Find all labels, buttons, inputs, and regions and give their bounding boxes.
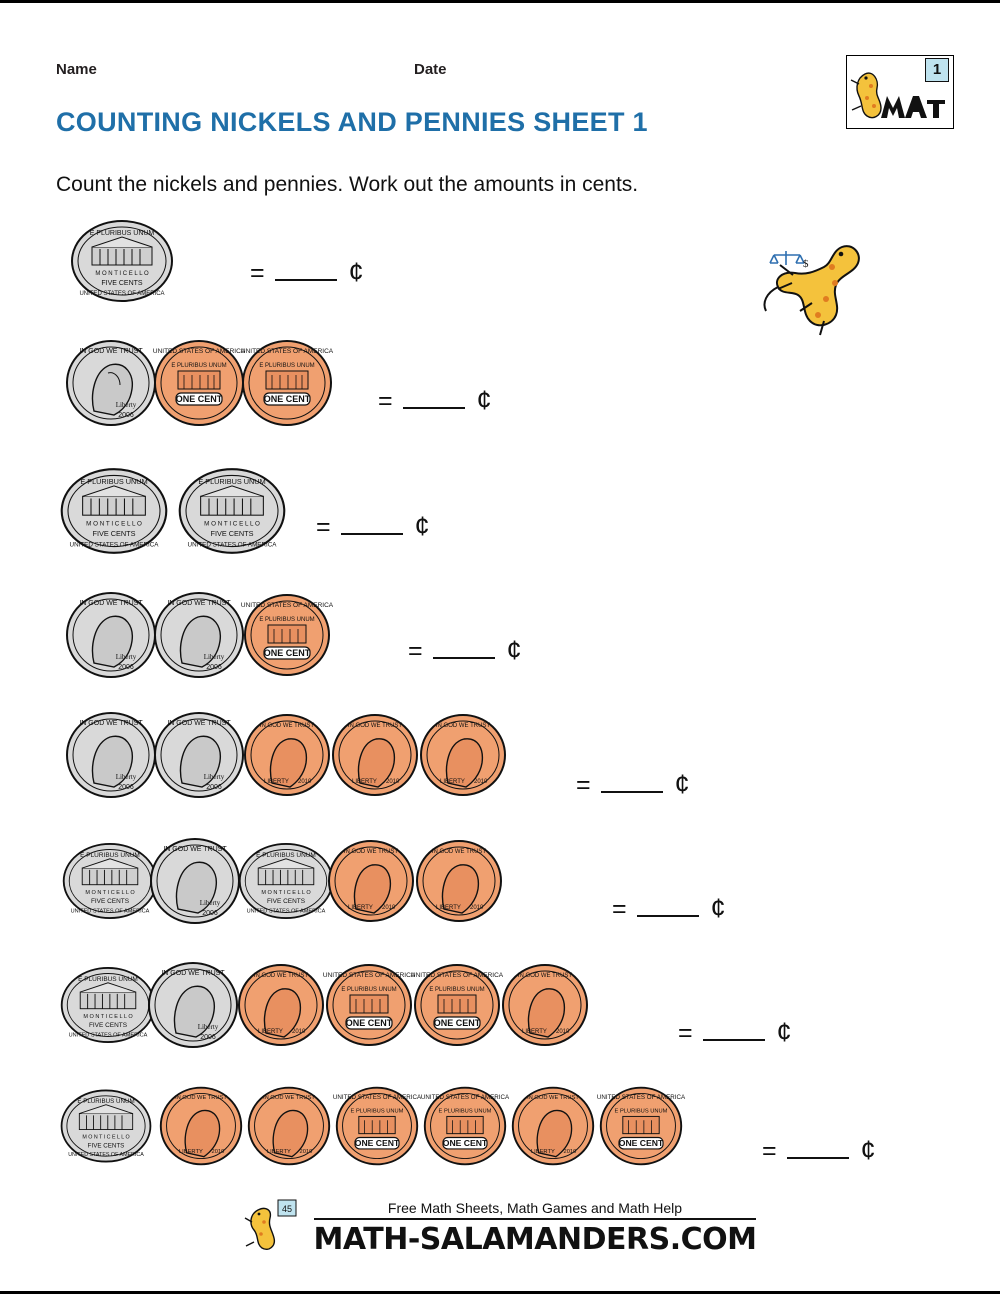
- svg-text:IN GOD WE TRUST: IN GOD WE TRUST: [175, 1095, 227, 1102]
- penny-back-coin: [596, 1081, 686, 1167]
- penny-front-coin: [412, 835, 498, 921]
- svg-text:ONE CENT: ONE CENT: [618, 1138, 664, 1149]
- penny-front-coin: [508, 1081, 594, 1167]
- svg-text:FIVE CENTS: FIVE CENTS: [92, 529, 136, 539]
- answer-blank[interactable]: [341, 513, 403, 535]
- equals-sign: =: [316, 513, 331, 541]
- svg-text:LIBERTY: LIBERTY: [348, 905, 373, 911]
- coin-group: [58, 1081, 684, 1167]
- svg-text:IN GOD WE TRUST: IN GOD WE TRUST: [79, 720, 143, 727]
- penny-front-coin: [234, 959, 320, 1045]
- svg-text:E PLURIBUS UNUM: E PLURIBUS UNUM: [80, 476, 148, 486]
- svg-text:LIBERTY: LIBERTY: [266, 1148, 291, 1155]
- svg-text:UNITED STATES OF AMERICA: UNITED STATES OF AMERICA: [187, 541, 277, 549]
- nickel-back-coin: [236, 835, 326, 921]
- penny-back-coin: [322, 959, 416, 1045]
- equals-sign: =: [762, 1137, 777, 1165]
- penny-back-coin: [332, 1081, 422, 1167]
- problem-row: [0, 465, 1000, 575]
- penny-front-coin: [244, 1081, 330, 1167]
- nickel-front-coin: [64, 589, 150, 675]
- answer-slot[interactable]: [678, 1017, 792, 1048]
- answer-blank[interactable]: [403, 387, 465, 409]
- svg-text:2006: 2006: [202, 910, 218, 917]
- svg-text:FIVE CENTS: FIVE CENTS: [87, 1142, 125, 1150]
- answer-slot[interactable]: [612, 893, 726, 924]
- svg-text:IN GOD WE TRUST: IN GOD WE TRUST: [431, 849, 487, 855]
- coin-group: [56, 465, 292, 551]
- svg-text:IN GOD WE TRUST: IN GOD WE TRUST: [167, 720, 231, 727]
- svg-text:E PLURIBUS UNUM: E PLURIBUS UNUM: [89, 230, 155, 237]
- svg-text:E PLURIBUS UNUM: E PLURIBUS UNUM: [198, 476, 266, 486]
- svg-text:Liberty: Liberty: [115, 653, 137, 661]
- problem-row: [0, 1081, 1000, 1191]
- svg-text:UNITED STATES OF AMERICA: UNITED STATES OF AMERICA: [68, 1032, 148, 1039]
- penny-back-coin: [410, 959, 504, 1045]
- problem-row: [0, 835, 1000, 945]
- svg-text:IN GOD WE TRUST: IN GOD WE TRUST: [253, 973, 309, 979]
- nickel-back-coin: [56, 465, 172, 551]
- svg-text:UNITED STATES OF AMERICA: UNITED STATES OF AMERICA: [240, 348, 334, 355]
- answer-slot[interactable]: [576, 769, 690, 800]
- problem-row: [0, 709, 1000, 819]
- cent-symbol: ¢: [414, 511, 430, 541]
- svg-text:2006: 2006: [200, 1034, 216, 1041]
- svg-text:UNITED STATES OF AMERICA: UNITED STATES OF AMERICA: [410, 972, 504, 979]
- coin-group: [64, 589, 334, 675]
- svg-text:2006: 2006: [118, 784, 134, 791]
- svg-text:Liberty: Liberty: [199, 899, 221, 907]
- svg-text:Liberty: Liberty: [203, 773, 225, 781]
- svg-text:IN GOD WE TRUST: IN GOD WE TRUST: [343, 849, 399, 855]
- svg-text:Liberty: Liberty: [197, 1023, 219, 1031]
- svg-text:LIBERTY: LIBERTY: [522, 1029, 547, 1035]
- svg-text:IN GOD WE TRUST: IN GOD WE TRUST: [517, 973, 573, 979]
- problem-row: [0, 217, 1000, 327]
- cent-symbol: ¢: [710, 893, 726, 923]
- svg-text:UNITED STATES OF AMERICA: UNITED STATES OF AMERICA: [246, 908, 326, 915]
- svg-text:IN GOD WE TRUST: IN GOD WE TRUST: [259, 723, 315, 729]
- equals-sign: =: [678, 1019, 693, 1047]
- page-title: COUNTING NICKELS AND PENNIES SHEET 1: [56, 107, 648, 137]
- svg-text:E PLURIBUS UNUM: E PLURIBUS UNUM: [256, 851, 316, 859]
- svg-text:UNITED STATES OF AMERICA: UNITED STATES OF AMERICA: [596, 1094, 686, 1102]
- penny-back-coin: [152, 337, 246, 423]
- coin-group: [68, 217, 165, 303]
- svg-text:M O N T I C E L L O: M O N T I C E L L O: [95, 271, 149, 277]
- nickel-front-coin: [64, 709, 150, 795]
- name-label: Name: [56, 61, 97, 78]
- coin-group: [58, 959, 586, 1045]
- penny-front-coin: [498, 959, 584, 1045]
- svg-text:UNITED STATES OF AMERICA: UNITED STATES OF AMERICA: [68, 1152, 144, 1159]
- nickel-front-coin: [152, 589, 238, 675]
- nickel-back-coin: [68, 217, 165, 303]
- cent-symbol: ¢: [348, 257, 364, 287]
- svg-text:ONE CENT: ONE CENT: [442, 1138, 488, 1149]
- nickel-front-coin: [64, 337, 150, 423]
- svg-text:IN GOD WE TRUST: IN GOD WE TRUST: [161, 970, 225, 977]
- footer: [0, 1200, 1000, 1257]
- svg-text:2010: 2010: [298, 779, 312, 785]
- svg-text:IN GOD WE TRUST: IN GOD WE TRUST: [163, 846, 227, 853]
- svg-text:2010: 2010: [563, 1148, 577, 1155]
- footer-tagline: Free Math Sheets, Math Games and Math Help: [314, 1200, 757, 1220]
- svg-text:IN GOD WE TRUST: IN GOD WE TRUST: [347, 723, 403, 729]
- svg-text:UNITED STATES OF AMERICA: UNITED STATES OF AMERICA: [152, 348, 246, 355]
- penny-back-coin: [240, 589, 334, 675]
- penny-back-coin: [240, 337, 334, 423]
- svg-text:E PLURIBUS UNUM: E PLURIBUS UNUM: [350, 1108, 404, 1115]
- penny-front-coin: [328, 709, 414, 795]
- svg-text:FIVE CENTS: FIVE CENTS: [101, 280, 143, 287]
- svg-text:LIBERTY: LIBERTY: [352, 779, 377, 785]
- problem-row: [0, 337, 1000, 447]
- svg-text:E PLURIBUS UNUM: E PLURIBUS UNUM: [614, 1108, 668, 1115]
- svg-text:UNITED STATES OF AMERICA: UNITED STATES OF AMERICA: [332, 1094, 422, 1102]
- nickel-front-coin: [152, 709, 238, 795]
- penny-front-coin: [156, 1081, 242, 1167]
- date-label: Date: [414, 61, 447, 78]
- answer-blank[interactable]: [637, 895, 699, 917]
- svg-text:FIVE CENTS: FIVE CENTS: [210, 529, 254, 539]
- svg-text:E PLURIBUS UNUM: E PLURIBUS UNUM: [438, 1108, 492, 1115]
- svg-text:IN GOD WE TRUST: IN GOD WE TRUST: [435, 723, 491, 729]
- svg-text:UNITED STATES OF AMERICA: UNITED STATES OF AMERICA: [79, 291, 165, 297]
- svg-text:IN GOD WE TRUST: IN GOD WE TRUST: [263, 1095, 315, 1102]
- svg-text:2010: 2010: [211, 1148, 225, 1155]
- svg-text:ONE CENT: ONE CENT: [354, 1138, 400, 1149]
- answer-slot[interactable]: [378, 385, 492, 416]
- svg-text:M O N T I C E L L O: M O N T I C E L L O: [85, 889, 135, 896]
- svg-text:Liberty: Liberty: [115, 401, 137, 409]
- svg-text:E PLURIBUS UNUM: E PLURIBUS UNUM: [259, 617, 315, 623]
- svg-text:2010: 2010: [299, 1148, 313, 1155]
- svg-text:2006: 2006: [206, 664, 222, 671]
- svg-text:E PLURIBUS UNUM: E PLURIBUS UNUM: [341, 987, 397, 993]
- svg-text:2010: 2010: [292, 1029, 306, 1035]
- svg-text:LIBERTY: LIBERTY: [258, 1029, 283, 1035]
- equals-sign: =: [612, 895, 627, 923]
- svg-text:LIBERTY: LIBERTY: [440, 779, 465, 785]
- svg-text:E PLURIBUS UNUM: E PLURIBUS UNUM: [259, 363, 315, 369]
- nickel-back-coin: [58, 959, 148, 1045]
- svg-text:M O N T I C E L L O: M O N T I C E L L O: [82, 1134, 130, 1141]
- svg-text:2010: 2010: [556, 1029, 570, 1035]
- svg-text:ONE CENT: ONE CENT: [175, 394, 223, 404]
- equals-sign: =: [378, 387, 393, 415]
- svg-text:UNITED STATES OF AMERICA: UNITED STATES OF AMERICA: [420, 1094, 510, 1102]
- equals-sign: =: [250, 259, 265, 287]
- svg-text:E PLURIBUS UNUM: E PLURIBUS UNUM: [78, 975, 138, 983]
- svg-text:ONE CENT: ONE CENT: [263, 648, 311, 658]
- cent-symbol: ¢: [674, 769, 690, 799]
- problem-row: [0, 959, 1000, 1069]
- svg-text:FIVE CENTS: FIVE CENTS: [88, 1022, 128, 1030]
- cent-symbol: ¢: [776, 1017, 792, 1047]
- svg-text:Liberty: Liberty: [115, 773, 137, 781]
- svg-text:IN GOD WE TRUST: IN GOD WE TRUST: [527, 1095, 579, 1102]
- svg-text:E PLURIBUS UNUM: E PLURIBUS UNUM: [80, 851, 140, 859]
- svg-text:UNITED STATES OF AMERICA: UNITED STATES OF AMERICA: [322, 972, 416, 979]
- coin-group: [64, 337, 334, 423]
- svg-text:E PLURIBUS UNUM: E PLURIBUS UNUM: [77, 1097, 135, 1105]
- penny-front-coin: [416, 709, 502, 795]
- svg-text:2010: 2010: [474, 779, 488, 785]
- svg-text:ONE CENT: ONE CENT: [345, 1018, 393, 1028]
- math-salamanders-logo: [846, 55, 954, 129]
- svg-text:ONE CENT: ONE CENT: [433, 1018, 481, 1028]
- svg-text:FIVE CENTS: FIVE CENTS: [266, 898, 306, 906]
- cent-symbol: ¢: [860, 1135, 876, 1165]
- svg-text:IN GOD WE TRUST: IN GOD WE TRUST: [79, 348, 143, 355]
- svg-text:LIBERTY: LIBERTY: [264, 779, 289, 785]
- nickel-front-coin: [146, 959, 232, 1045]
- answer-blank[interactable]: [275, 259, 337, 281]
- svg-text:Liberty: Liberty: [203, 653, 225, 661]
- cent-symbol: ¢: [506, 635, 522, 665]
- svg-text:45: 45: [281, 1204, 292, 1214]
- svg-text:$: $: [803, 258, 809, 270]
- svg-text:M O N T I C E L L O: M O N T I C E L L O: [86, 520, 142, 528]
- answer-slot[interactable]: [408, 635, 522, 666]
- answer-slot[interactable]: [762, 1135, 876, 1166]
- footer-site-url: MATH-SALAMANDERS.COM: [313, 1222, 757, 1257]
- penny-back-coin: [420, 1081, 510, 1167]
- svg-text:IN GOD WE TRUST: IN GOD WE TRUST: [167, 600, 231, 607]
- svg-text:IN GOD WE TRUST: IN GOD WE TRUST: [79, 600, 143, 607]
- svg-text:2006: 2006: [118, 664, 134, 671]
- nickel-back-coin: [58, 1081, 154, 1167]
- answer-blank[interactable]: [601, 771, 663, 793]
- svg-text:UNITED STATES OF AMERICA: UNITED STATES OF AMERICA: [69, 541, 159, 549]
- svg-text:2006: 2006: [206, 784, 222, 791]
- problem-row: [0, 589, 1000, 699]
- answer-blank[interactable]: [787, 1137, 849, 1159]
- footer-salamander-logo: [244, 1196, 310, 1252]
- svg-text:LIBERTY: LIBERTY: [178, 1148, 203, 1155]
- svg-text:2006: 2006: [118, 412, 134, 419]
- level-badge: 1: [925, 58, 949, 82]
- svg-text:LIBERTY: LIBERTY: [436, 905, 461, 911]
- svg-text:E PLURIBUS UNUM: E PLURIBUS UNUM: [171, 363, 227, 369]
- svg-text:M O N T I C E L L O: M O N T I C E L L O: [83, 1013, 133, 1020]
- svg-text:M O N T I C E L L O: M O N T I C E L L O: [261, 889, 311, 896]
- svg-text:UNITED STATES OF AMERICA: UNITED STATES OF AMERICA: [240, 602, 334, 609]
- svg-text:ONE CENT: ONE CENT: [263, 394, 311, 404]
- svg-text:UNITED STATES OF AMERICA: UNITED STATES OF AMERICA: [70, 908, 150, 915]
- nickel-back-coin: [60, 835, 150, 921]
- penny-front-coin: [240, 709, 326, 795]
- coin-group: [60, 835, 500, 921]
- penny-front-coin: [324, 835, 410, 921]
- equals-sign: =: [576, 771, 591, 799]
- nickel-front-coin: [148, 835, 234, 921]
- coin-group: [64, 709, 504, 795]
- answer-blank[interactable]: [703, 1019, 765, 1041]
- svg-text:2010: 2010: [382, 905, 396, 911]
- answer-slot[interactable]: [316, 511, 430, 542]
- answer-blank[interactable]: [433, 637, 495, 659]
- nickel-back-coin: [174, 465, 290, 551]
- answer-slot[interactable]: [250, 257, 364, 288]
- svg-text:E PLURIBUS UNUM: E PLURIBUS UNUM: [429, 987, 485, 993]
- svg-text:2010: 2010: [386, 779, 400, 785]
- instructions-text: Count the nickels and pennies. Work out the amounts in cents.: [56, 173, 639, 196]
- svg-text:LIBERTY: LIBERTY: [530, 1148, 555, 1155]
- svg-text:M O N T I C E L L O: M O N T I C E L L O: [204, 520, 260, 528]
- svg-text:FIVE CENTS: FIVE CENTS: [90, 898, 130, 906]
- cent-symbol: ¢: [476, 385, 492, 415]
- svg-text:2010: 2010: [470, 905, 484, 911]
- equals-sign: =: [408, 637, 423, 665]
